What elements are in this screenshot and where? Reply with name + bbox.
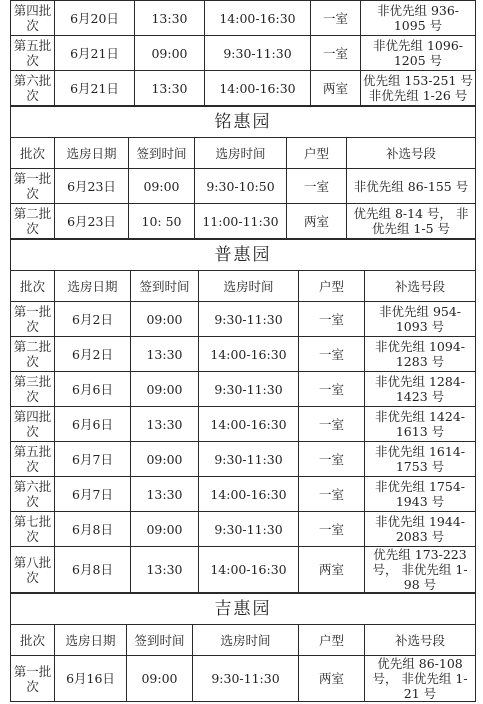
batch-cell: 第四批次 (11, 407, 55, 442)
header-date: 选房日期 (55, 271, 131, 302)
selection-time-cell: 11:00-11:30 (195, 204, 287, 239)
unit-type-cell: 一室 (287, 169, 347, 204)
header-batch: 批次 (11, 138, 55, 169)
table-row (11, 656, 476, 702)
number-range-cell: 非优先组 1284-1423 号 (365, 372, 476, 407)
selection-time-cell: 9:30-11:30 (199, 512, 299, 547)
sign-in-time-cell: 13:30 (131, 547, 199, 593)
number-range-cell: 优先组 173-223 号， 非优先组 1-98 号 (365, 547, 476, 593)
date-cell: 6月21日 (55, 36, 135, 71)
unit-type-cell: 一室 (299, 407, 365, 442)
unit-type-cell: 一室 (299, 337, 365, 372)
schedule-table-jihui (10, 593, 476, 702)
header-sign-in-time: 签到时间 (127, 625, 193, 656)
date-cell: 6月6日 (55, 407, 131, 442)
date-cell: 6月23日 (55, 204, 129, 239)
unit-type-cell: 一室 (311, 36, 361, 71)
unit-type-cell: 一室 (311, 1, 361, 36)
date-cell: 6月2日 (55, 337, 131, 372)
header-selection-time: 选房时间 (193, 625, 299, 656)
header-date: 选房日期 (55, 625, 127, 656)
header-sign-in-time: 签到时间 (131, 271, 199, 302)
selection-time-cell: 14:00-16:30 (199, 337, 299, 372)
date-cell: 6月7日 (55, 477, 131, 512)
header-selection-time: 选房时间 (199, 271, 299, 302)
batch-cell: 第七批次 (11, 512, 55, 547)
number-range-cell: 非优先组 86-155 号 (347, 169, 476, 204)
number-range-cell: 非优先组 936-1095 号 (361, 1, 476, 36)
table-row (11, 512, 476, 547)
table-row (11, 36, 476, 71)
date-cell: 6月23日 (55, 169, 129, 204)
sign-in-time-cell: 09:00 (127, 656, 193, 702)
batch-cell: 第五批次 (11, 442, 55, 477)
selection-time-cell: 14:00-16:30 (205, 1, 311, 36)
section-title-minghui: 铭惠园 (11, 107, 476, 138)
unit-type-cell: 两室 (299, 656, 365, 702)
date-cell: 6月16日 (55, 656, 127, 702)
sign-in-time-cell: 09:00 (131, 442, 199, 477)
batch-cell: 第五批次 (11, 36, 55, 71)
schedule-table-puhui (10, 239, 476, 593)
table-row (11, 71, 476, 106)
batch-cell: 第二批次 (11, 337, 55, 372)
number-range-cell: 非优先组 1944-2083 号 (365, 512, 476, 547)
header-batch: 批次 (11, 271, 55, 302)
section-title-row (11, 107, 476, 138)
table-header-row (11, 138, 476, 169)
header-selection-time: 选房时间 (195, 138, 287, 169)
header-number-range: 补选号段 (365, 271, 476, 302)
unit-type-cell: 一室 (299, 442, 365, 477)
unit-type-cell: 一室 (299, 512, 365, 547)
document-page (10, 0, 475, 702)
batch-cell: 第一批次 (11, 302, 55, 337)
sign-in-time-cell: 13:30 (135, 1, 205, 36)
selection-time-cell: 9:30-11:30 (199, 302, 299, 337)
batch-cell: 第六批次 (11, 477, 55, 512)
section-title-puhui: 普惠园 (11, 240, 476, 271)
batch-cell: 第二批次 (11, 204, 55, 239)
number-range-cell: 优先组 8-14 号， 非优先组 1-5 号 (347, 204, 476, 239)
selection-time-cell: 9:30-11:30 (199, 372, 299, 407)
table-row (11, 477, 476, 512)
table-header-row (11, 271, 476, 302)
table-row (11, 407, 476, 442)
header-batch: 批次 (11, 625, 55, 656)
table-row (11, 204, 476, 239)
number-range-cell: 非优先组 954-1093 号 (365, 302, 476, 337)
number-range-cell: 非优先组 1424-1613 号 (365, 407, 476, 442)
schedule-table-top (10, 0, 476, 106)
unit-type-cell: 两室 (311, 71, 361, 106)
batch-cell: 第八批次 (11, 547, 55, 593)
selection-time-cell: 9:30-11:30 (199, 442, 299, 477)
header-sign-in-time: 签到时间 (129, 138, 195, 169)
table-row (11, 547, 476, 593)
selection-time-cell: 14:00-16:30 (199, 477, 299, 512)
date-cell: 6月8日 (55, 547, 131, 593)
number-range-cell: 非优先组 1096-1205 号 (361, 36, 476, 71)
sign-in-time-cell: 09:00 (131, 302, 199, 337)
schedule-table-minghui (10, 106, 476, 239)
sign-in-time-cell: 13:30 (131, 477, 199, 512)
sign-in-time-cell: 13:30 (135, 71, 205, 106)
section-title-jihui: 吉惠园 (11, 594, 476, 625)
date-cell: 6月2日 (55, 302, 131, 337)
header-number-range: 补选号段 (347, 138, 476, 169)
table-row (11, 169, 476, 204)
number-range-cell: 优先组 86-108 号， 非优先组 1-21 号 (365, 656, 476, 702)
section-title-row (11, 594, 476, 625)
number-range-cell: 非优先组 1754-1943 号 (365, 477, 476, 512)
table-row (11, 372, 476, 407)
batch-cell: 第一批次 (11, 169, 55, 204)
table-row (11, 1, 476, 36)
selection-time-cell: 9:30-11:30 (205, 36, 311, 71)
unit-type-cell: 一室 (299, 302, 365, 337)
header-unit-type: 户型 (299, 271, 365, 302)
batch-cell: 第六批次 (11, 71, 55, 106)
table-row (11, 337, 476, 372)
section-title-row (11, 240, 476, 271)
sign-in-time-cell: 09:00 (131, 372, 199, 407)
date-cell: 6月8日 (55, 512, 131, 547)
date-cell: 6月6日 (55, 372, 131, 407)
sign-in-time-cell: 09:00 (135, 36, 205, 71)
date-cell: 6月20日 (55, 1, 135, 36)
date-cell: 6月7日 (55, 442, 131, 477)
table-header-row (11, 625, 476, 656)
header-date: 选房日期 (55, 138, 129, 169)
batch-cell: 第四批次 (11, 1, 55, 36)
unit-type-cell: 一室 (299, 372, 365, 407)
header-unit-type: 户型 (299, 625, 365, 656)
selection-time-cell: 9:30-11:30 (193, 656, 299, 702)
date-cell: 6月21日 (55, 71, 135, 106)
number-range-cell: 优先组 153-251 号 非优先组 1-26 号 (361, 71, 476, 106)
sign-in-time-cell: 09:00 (131, 512, 199, 547)
selection-time-cell: 14:00-16:30 (205, 71, 311, 106)
unit-type-cell: 一室 (299, 477, 365, 512)
table-row (11, 302, 476, 337)
table-row (11, 442, 476, 477)
number-range-cell: 非优先组 1614-1753 号 (365, 442, 476, 477)
unit-type-cell: 两室 (287, 204, 347, 239)
sign-in-time-cell: 10: 50 (129, 204, 195, 239)
batch-cell: 第一批次 (11, 656, 55, 702)
selection-time-cell: 14:00-16:30 (199, 547, 299, 593)
sign-in-time-cell: 13:30 (131, 407, 199, 442)
selection-time-cell: 14:00-16:30 (199, 407, 299, 442)
sign-in-time-cell: 09:00 (129, 169, 195, 204)
selection-time-cell: 9:30-10:50 (195, 169, 287, 204)
sign-in-time-cell: 13:30 (131, 337, 199, 372)
number-range-cell: 非优先组 1094-1283 号 (365, 337, 476, 372)
header-unit-type: 户型 (287, 138, 347, 169)
unit-type-cell: 两室 (299, 547, 365, 593)
batch-cell: 第三批次 (11, 372, 55, 407)
header-number-range: 补选号段 (365, 625, 476, 656)
